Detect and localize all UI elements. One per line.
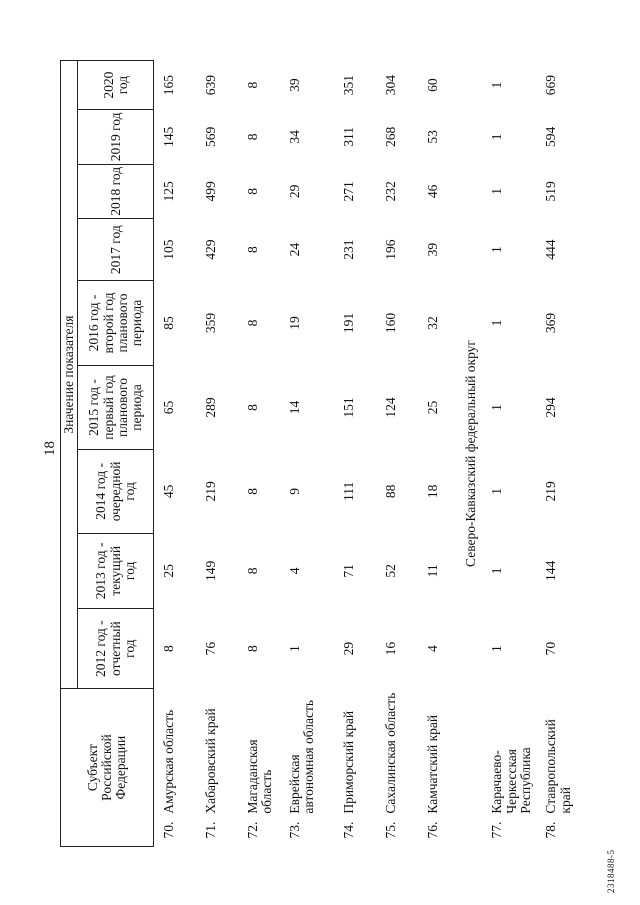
indicator-value: 71 [341, 564, 357, 578]
indicator-value: 669 [543, 74, 559, 96]
table-row [334, 61, 376, 847]
indicator-value: 39 [425, 242, 441, 257]
indicator-value: 1 [489, 404, 505, 411]
year-header: 2015 год - первый год планового периода [78, 365, 154, 449]
indicator-value: 8 [245, 319, 261, 327]
indicator-value: 499 [203, 181, 219, 202]
indicator-value: 8 [245, 488, 261, 495]
row-number: 74. [341, 821, 357, 839]
indicator-value: 351 [341, 74, 357, 96]
indicator-value: 160 [383, 312, 399, 334]
indicator-value: 268 [383, 126, 399, 147]
indicator-value: 429 [203, 239, 219, 260]
indicator-value: 52 [383, 564, 399, 578]
indicator-value: 53 [425, 130, 441, 144]
indicator-value: 219 [543, 481, 559, 502]
indicator-value: 19 [287, 316, 303, 330]
indicator-value: 639 [203, 74, 219, 96]
region-name: Магаданская область [245, 739, 275, 814]
indicator-value: 60 [425, 78, 441, 92]
table-row [280, 61, 334, 847]
indicator-value: 1 [287, 645, 303, 653]
indicator-value: 1 [489, 319, 505, 327]
row-number: 72. [245, 821, 261, 839]
row-number: 75. [383, 821, 399, 839]
row-number: 76. [425, 821, 441, 839]
indicator-value: 111 [341, 481, 357, 502]
indicator-value: 24 [287, 242, 303, 257]
indicator-value: 191 [341, 312, 357, 334]
indicator-value: 29 [287, 184, 303, 199]
indicator-value: 145 [161, 126, 177, 147]
region-name: Амурская область [161, 709, 177, 814]
year-header: 2016 год - второй год планового периода [78, 281, 154, 365]
row-number: 73. [287, 821, 303, 839]
indicator-value: 1 [489, 246, 505, 254]
indicator-value: 569 [203, 126, 219, 147]
indicator-value: 8 [245, 133, 261, 141]
region-name: Еврейская автономная область [287, 699, 317, 814]
indicator-value: 8 [245, 567, 261, 575]
row-number: 78. [543, 821, 559, 839]
year-header: 2019 год [78, 110, 154, 164]
indicator-value: 144 [543, 560, 559, 581]
indicator-value: 149 [203, 560, 219, 581]
table-row [418, 61, 460, 847]
indicator-value: 46 [425, 184, 441, 199]
indicator-value: 25 [425, 400, 441, 415]
table-row [376, 61, 418, 847]
table-row [482, 61, 536, 847]
indicator-value: 45 [161, 484, 177, 499]
subject-header: Субъект Российской Федерации [61, 689, 154, 847]
row-number: 77. [489, 821, 505, 839]
indicator-value: 1 [489, 488, 505, 495]
indicator-value: 8 [161, 645, 177, 653]
indicator-value: 76 [203, 641, 219, 656]
table-row [536, 61, 578, 847]
indicator-value: 14 [287, 400, 303, 415]
indicator-value: 311 [341, 126, 357, 147]
row-number: 70. [161, 821, 177, 839]
table-row [154, 61, 197, 847]
indicator-value: 232 [383, 181, 399, 202]
indicator-value: 9 [287, 488, 303, 495]
indicator-value: 165 [161, 74, 177, 96]
indicator-value: 231 [341, 239, 357, 260]
region-name: Приморский край [341, 710, 357, 814]
indicator-value: 519 [543, 181, 559, 202]
indicator-table [60, 60, 578, 847]
year-header: 2014 год - очередной год [78, 450, 154, 533]
indicator-value: 8 [245, 645, 261, 653]
indicator-value: 65 [161, 400, 177, 415]
table-row [196, 61, 238, 847]
indicator-value: 369 [543, 312, 559, 334]
indicator-value: 88 [383, 484, 399, 499]
district-title: Северо-Кавказский федеральный округ [463, 340, 479, 567]
table-row [238, 61, 280, 847]
footer-code: 2318488-5 [606, 849, 616, 893]
region-name: Карачаево-Черкесская Республика [489, 747, 533, 814]
indicator-value: 304 [383, 74, 399, 96]
year-header: 2018 год [78, 164, 154, 218]
indicator-value: 4 [425, 645, 441, 653]
indicator-value: 359 [203, 312, 219, 334]
indicator-value: 8 [245, 246, 261, 254]
indicator-value: 18 [425, 484, 441, 499]
indicator-value: 444 [543, 239, 559, 260]
region-name: Хабаровский край [203, 708, 219, 814]
page-number: 18 [42, 441, 58, 456]
indicator-value: 124 [383, 397, 399, 418]
indicator-value: 125 [161, 181, 177, 202]
indicator-value: 1 [489, 81, 505, 89]
indicator-value: 594 [543, 126, 559, 147]
region-name: Ставропольский край [543, 719, 573, 814]
indicator-value: 105 [161, 239, 177, 260]
row-number: 71. [203, 821, 219, 839]
indicator-value: 34 [287, 130, 303, 144]
year-header: 2017 год [78, 219, 154, 281]
indicator-value: 1 [489, 645, 505, 653]
region-name: Камчатский край [425, 714, 441, 814]
indicator-value: 16 [383, 641, 399, 656]
indicator-value: 151 [341, 397, 357, 418]
indicator-value: 1 [489, 187, 505, 195]
year-header: 2012 год - отчетный год [78, 609, 154, 689]
group-header: Значение показателя [61, 61, 78, 689]
indicator-value: 294 [543, 397, 559, 418]
indicator-value: 25 [161, 564, 177, 578]
indicator-value: 4 [287, 567, 303, 575]
indicator-value: 11 [425, 564, 441, 578]
indicator-value: 8 [245, 404, 261, 411]
indicator-value: 70 [543, 641, 559, 656]
region-name: Сахалинская область [383, 692, 399, 814]
indicator-value: 219 [203, 481, 219, 502]
indicator-value: 1 [489, 567, 505, 575]
indicator-value: 196 [383, 239, 399, 260]
indicator-value: 39 [287, 78, 303, 92]
indicator-value: 85 [161, 316, 177, 330]
indicator-value: 1 [489, 133, 505, 141]
indicator-value: 8 [245, 187, 261, 195]
year-header: 2013 год - текущий год [78, 533, 154, 609]
indicator-value: 289 [203, 397, 219, 418]
indicator-value: 271 [341, 181, 357, 202]
indicator-value: 32 [425, 316, 441, 330]
indicator-value: 8 [245, 81, 261, 89]
year-header: 2020 год [78, 61, 154, 110]
indicator-value: 29 [341, 641, 357, 656]
